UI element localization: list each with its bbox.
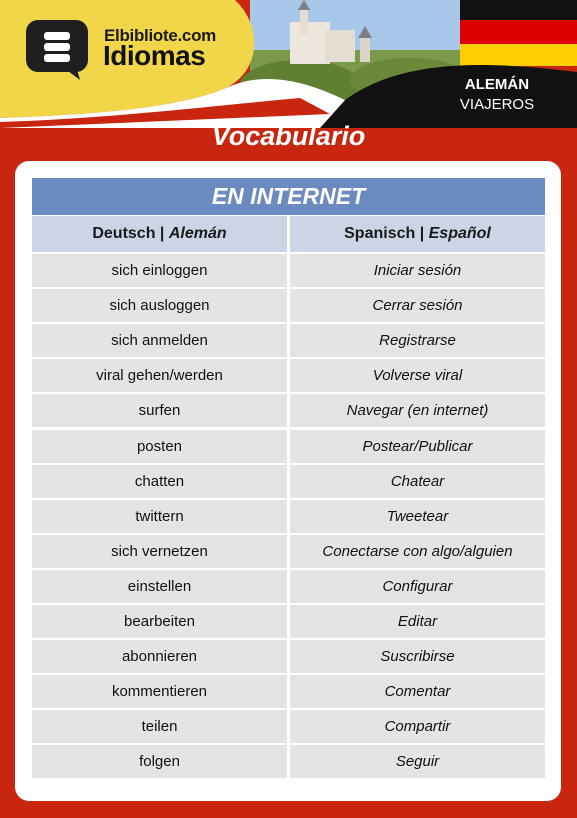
spanish-term: Conectarse con algo/alguien [322,542,513,560]
spanish-term: Iniciar sesión [373,262,462,280]
german-term: chatten [32,465,290,498]
table-row [32,465,545,498]
table-row [32,640,545,673]
table-row [32,289,545,322]
spanish-term: Cerrar sesión [372,297,463,315]
spanish-term: Editar [397,613,438,631]
spanish-term: Volverse viral [372,367,463,385]
table-body [32,254,545,778]
german-term: sich vernetzen [32,535,290,568]
german-term: einstellen [32,570,290,603]
table-row [32,675,545,708]
column-header-spanish: Spanisch | Español [344,225,491,242]
vocabulary-table [32,178,545,778]
table-row [32,535,545,568]
table-row [32,324,545,357]
german-term: viral gehen/werden [32,359,290,392]
table-row [32,570,545,603]
german-term: teilen [32,710,290,743]
spanish-term: Tweetear [386,507,449,525]
table-row [32,500,545,533]
spanish-term: Postear/Publicar [362,437,473,455]
german-term: posten [32,430,290,463]
brand-name: Idiomas [103,40,206,71]
audience-badge: VIAJEROS [459,96,535,113]
table-row [32,394,545,427]
table-row [32,254,545,287]
table-row [32,745,545,778]
spanish-term: Compartir [384,718,451,736]
german-term: sich ausloggen [32,289,290,322]
german-term: twittern [32,500,290,533]
brand-site: Elbibliote.com [104,26,216,45]
spanish-term: Navegar (en internet) [346,402,489,420]
german-term: kommentieren [32,675,290,708]
table-row [32,605,545,638]
table-row [32,430,545,463]
logo [24,18,94,80]
table-title: EN INTERNET [32,178,545,215]
german-term: surfen [32,394,290,427]
table-row [32,359,545,392]
spanish-term: Registrarse [379,332,456,350]
spanish-term: Chatear [390,472,445,490]
german-term: bearbeiten [32,605,290,638]
german-term: sich anmelden [32,324,290,357]
german-term: abonnieren [32,640,290,673]
table-row [32,710,545,743]
german-term: sich einloggen [32,254,290,287]
language-badge: ALEMÁN [464,76,530,93]
page-title: Vocabulario [211,121,366,151]
column-headers [32,216,545,252]
spanish-term: Configurar [382,577,453,595]
spanish-term: Suscribirse [380,648,455,666]
spanish-term: Seguir [395,753,440,771]
column-header-german: Deutsch | Alemán [32,216,290,252]
spanish-term: Comentar [384,683,451,701]
german-term: folgen [32,745,290,778]
header-banner [0,0,577,128]
